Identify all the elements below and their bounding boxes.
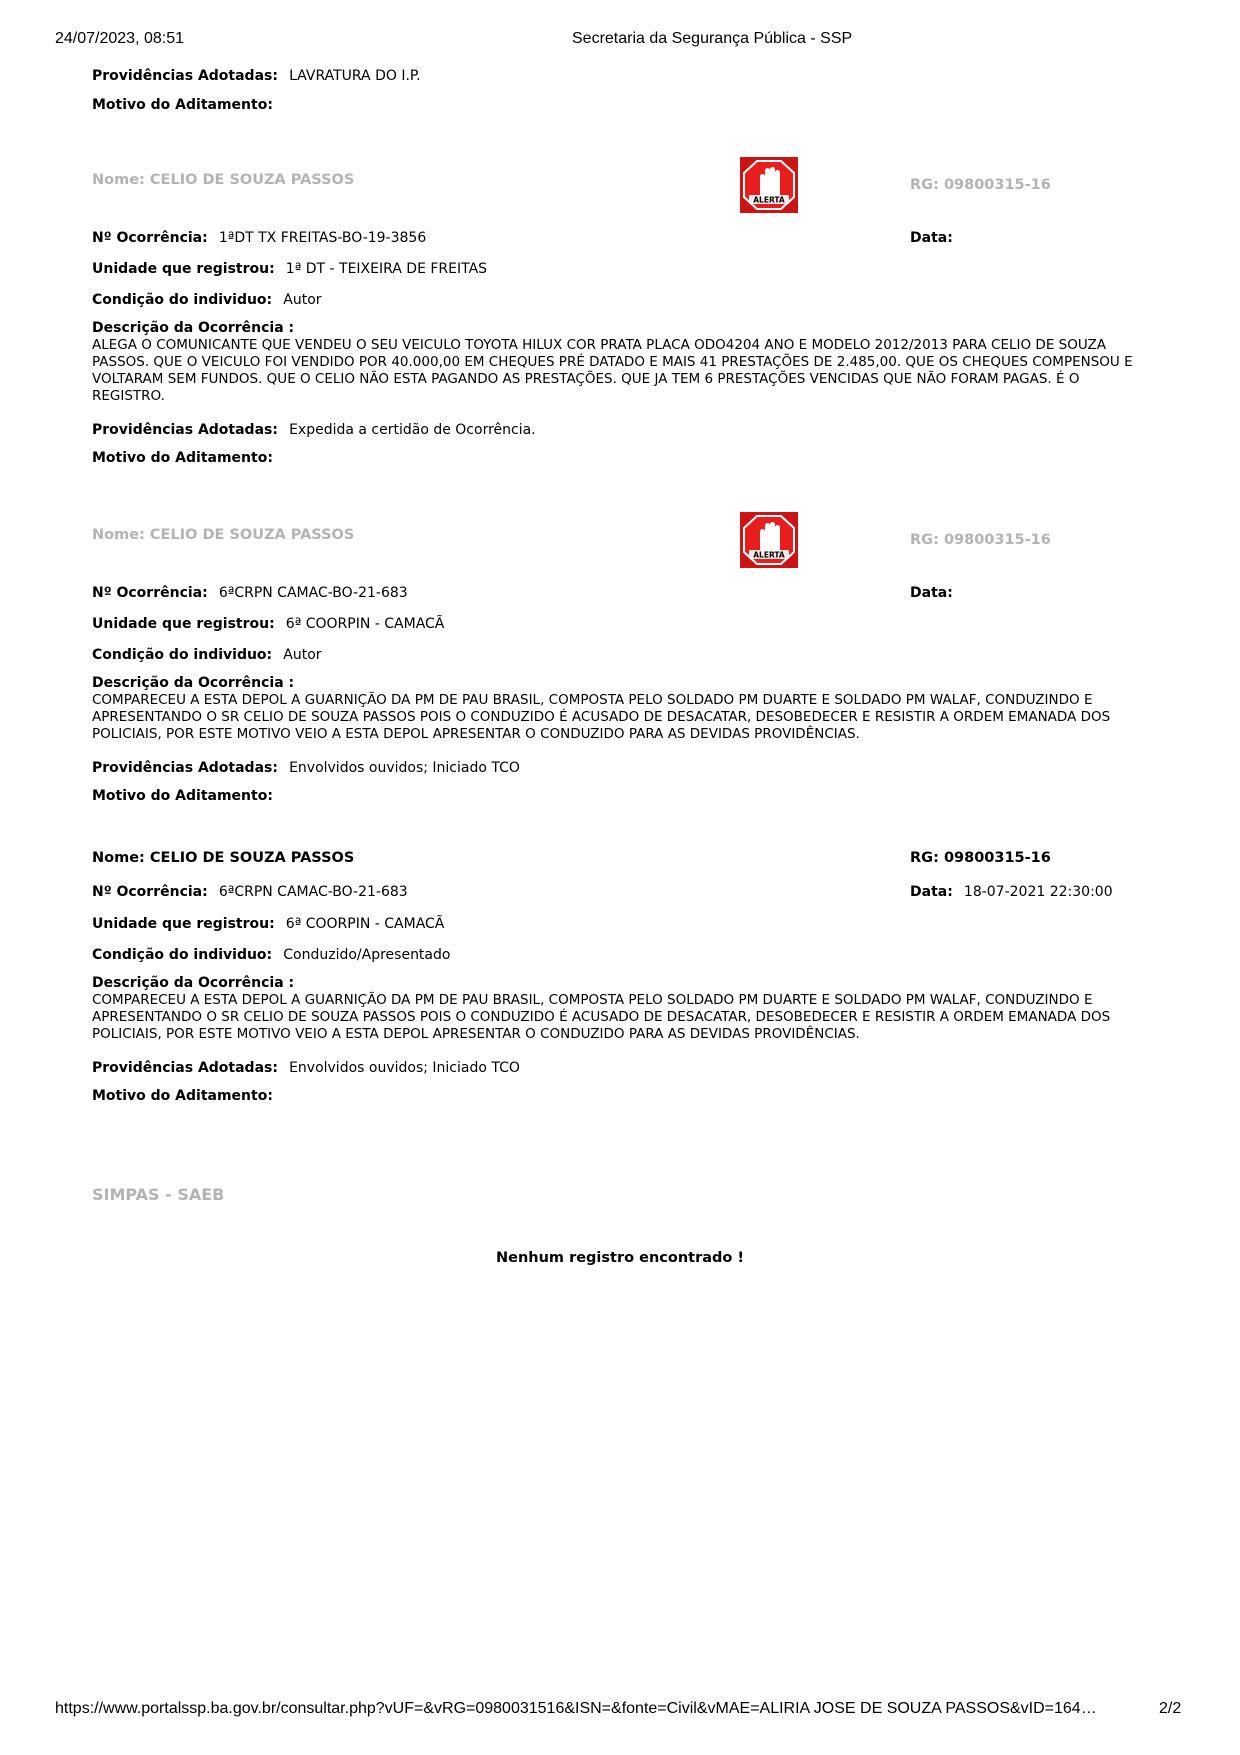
unidade-value: 6ª COORPIN - CAMACÃ bbox=[285, 916, 445, 932]
unidade-value: 6ª COORPIN - CAMACÃ bbox=[285, 616, 445, 632]
condicao-label: Condição do individuo: bbox=[92, 947, 273, 963]
footer-url: https://www.portalssp.ba.gov.br/consultar.php?vUF=&vRG=0980031516&ISN=&fonte=Civil&vMAE=ALIRIA JOSE DE SOUZA PASSOS&vID=164… bbox=[55, 1700, 1097, 1717]
data-label: Data: bbox=[910, 884, 953, 900]
condicao-row bbox=[92, 944, 450, 963]
descricao-text: COMPARECEU A ESTA DEPOL A GUARNIÇÃO DA PM DE PAU BRASIL, COMPOSTA PELO SOLDADO PM DUARTE E SOLDADO PM WALAF, CONDUZINDO E APRESENTANDO O SR CELIO DE SOUZA PASSOS POIS O CONDUZIDO É ACUSADO DE DESACATAR, DESOBEDECER E RESISTIR A ORDEM EMANADA DOS POLICIAIS, POR ESTE MOTIVO VEIO A ESTA DEPOL APRESENTAR O CONDUZIDO PARA AS DEVIDAS PROVIDÊNCIAS. bbox=[92, 692, 1111, 742]
unidade-row bbox=[92, 613, 444, 632]
motivo-label: Motivo do Aditamento: bbox=[92, 1088, 273, 1104]
page-title: Secretaria da Segurança Pública - SSP bbox=[572, 30, 853, 47]
name-label: Nome: bbox=[92, 172, 145, 188]
record-name bbox=[92, 527, 354, 543]
name-value: CELIO DE SOUZA PASSOS bbox=[149, 172, 355, 188]
condicao-row bbox=[92, 644, 322, 663]
descricao-text: ALEGA O COMUNICANTE QUE VENDEU O SEU VEICULO TOYOTA HILUX COR PRATA PLACA ODO4204 ANO E MODELO 2012/2013 PARA CELIO DE SOUZA PASSOS. QUE O VEICULO FOI VENDIDO POR 40.000,00 EM CHEQUES PRÉ DATADO E MAIS 41 PRESTAÇÕES DE 2.485,00. QUE OS CHEQUES COMPENSOU E VOLTARAM SEM FUNDOS. QUE O CELIO NÃO ESTA PAGANDO AS PRESTAÇÕES. QUE JA TEM 6 PRESTAÇÕES VENCIDAS QUE NÃO FORAM PAGAS. É O REGISTRO. bbox=[92, 337, 1133, 404]
alert-stop-icon bbox=[740, 157, 798, 213]
providencias-row bbox=[92, 419, 536, 438]
name-value: CELIO DE SOUZA PASSOS bbox=[149, 527, 355, 543]
providencias-label: Providências Adotadas: bbox=[92, 422, 278, 438]
rg-label: RG: bbox=[910, 177, 939, 193]
ocorrencia-value: 6ªCRPN CAMAC-BO-21-683 bbox=[218, 585, 408, 601]
providencias-label: Providências Adotadas: bbox=[92, 760, 278, 776]
data-label: Data: bbox=[910, 230, 953, 246]
motivo-label: Motivo do Aditamento: bbox=[92, 788, 273, 804]
name-value: CELIO DE SOUZA PASSOS bbox=[149, 850, 355, 866]
record-rg bbox=[910, 177, 1051, 193]
descricao-label: Descrição da Ocorrência : bbox=[92, 675, 295, 691]
ocorrencia-value: 1ªDT TX FREITAS-BO-19-3856 bbox=[218, 230, 427, 246]
print-datetime: 24/07/2023, 08:51 bbox=[55, 30, 185, 47]
ocorrencia-value: 6ªCRPN CAMAC-BO-21-683 bbox=[218, 884, 408, 900]
rg-label: RG: bbox=[910, 850, 939, 866]
providencias-value: Envolvidos ouvidos; Iniciado TCO bbox=[289, 1060, 520, 1076]
providencias-label: Providências Adotadas: bbox=[92, 68, 278, 84]
unidade-row bbox=[92, 258, 487, 277]
rg-value: 09800315-16 bbox=[943, 850, 1051, 866]
data-row bbox=[910, 881, 1113, 900]
rg-value: 09800315-16 bbox=[943, 177, 1051, 193]
providencias-row bbox=[92, 65, 421, 84]
page-number: 2/2 bbox=[1159, 1700, 1182, 1717]
data-row bbox=[910, 582, 959, 601]
providencias-value: Envolvidos ouvidos; Iniciado TCO bbox=[289, 760, 520, 776]
record-name bbox=[92, 172, 354, 188]
motivo-label: Motivo do Aditamento: bbox=[92, 450, 273, 466]
unidade-label: Unidade que registrou: bbox=[92, 616, 275, 632]
no-records-message: Nenhum registro encontrado ! bbox=[495, 1250, 745, 1266]
rg-label: RG: bbox=[910, 532, 939, 548]
alert-stop-icon bbox=[740, 512, 798, 568]
providencias-row bbox=[92, 1057, 520, 1076]
ocorrencia-label: Nº Ocorrência: bbox=[92, 884, 208, 900]
data-value: 18-07-2021 22:30:00 bbox=[963, 884, 1113, 900]
descricao-label: Descrição da Ocorrência : bbox=[92, 320, 295, 336]
providencias-label: Providências Adotadas: bbox=[92, 1060, 278, 1076]
providencias-value: LAVRATURA DO I.P. bbox=[289, 68, 421, 84]
unidade-value: 1ª DT - TEIXEIRA DE FREITAS bbox=[285, 261, 488, 277]
ocorrencia-row bbox=[92, 582, 408, 601]
unidade-label: Unidade que registrou: bbox=[92, 261, 275, 277]
condicao-value: Autor bbox=[283, 647, 322, 663]
record-rg bbox=[910, 532, 1051, 548]
rg-value: 09800315-16 bbox=[943, 532, 1051, 548]
svg-text:ALERTA: ALERTA bbox=[753, 550, 785, 560]
ocorrencia-label: Nº Ocorrência: bbox=[92, 585, 208, 601]
record-rg bbox=[910, 850, 1051, 866]
condicao-value: Autor bbox=[283, 292, 322, 308]
ocorrencia-row bbox=[92, 881, 408, 900]
descricao-label: Descrição da Ocorrência : bbox=[92, 975, 295, 991]
unidade-row bbox=[92, 913, 444, 932]
svg-text:ALERTA: ALERTA bbox=[753, 195, 785, 205]
ocorrencia-label: Nº Ocorrência: bbox=[92, 230, 208, 246]
condicao-label: Condição do individuo: bbox=[92, 647, 273, 663]
motivo-label: Motivo do Aditamento: bbox=[92, 97, 273, 113]
data-label: Data: bbox=[910, 585, 953, 601]
providencias-value: Expedida a certidão de Ocorrência. bbox=[289, 422, 536, 438]
ocorrencia-row bbox=[92, 227, 426, 246]
name-label: Nome: bbox=[92, 850, 145, 866]
name-label: Nome: bbox=[92, 527, 145, 543]
data-row bbox=[910, 227, 959, 246]
record-name bbox=[92, 850, 354, 866]
providencias-row bbox=[92, 757, 520, 776]
condicao-row bbox=[92, 289, 322, 308]
condicao-value: Conduzido/Apresentado bbox=[283, 947, 451, 963]
condicao-label: Condição do individuo: bbox=[92, 292, 273, 308]
unidade-label: Unidade que registrou: bbox=[92, 916, 275, 932]
descricao-text: COMPARECEU A ESTA DEPOL A GUARNIÇÃO DA PM DE PAU BRASIL, COMPOSTA PELO SOLDADO PM DUARTE E SOLDADO PM WALAF, CONDUZINDO E APRESENTANDO O SR CELIO DE SOUZA PASSOS POIS O CONDUZIDO É ACUSADO DE DESACATAR, DESOBEDECER E RESISTIR A ORDEM EMANADA DOS POLICIAIS, POR ESTE MOTIVO VEIO A ESTA DEPOL APRESENTAR O CONDUZIDO PARA AS DEVIDAS PROVIDÊNCIAS. bbox=[92, 992, 1111, 1042]
simpas-heading: SIMPAS - SAEB bbox=[92, 1185, 225, 1204]
